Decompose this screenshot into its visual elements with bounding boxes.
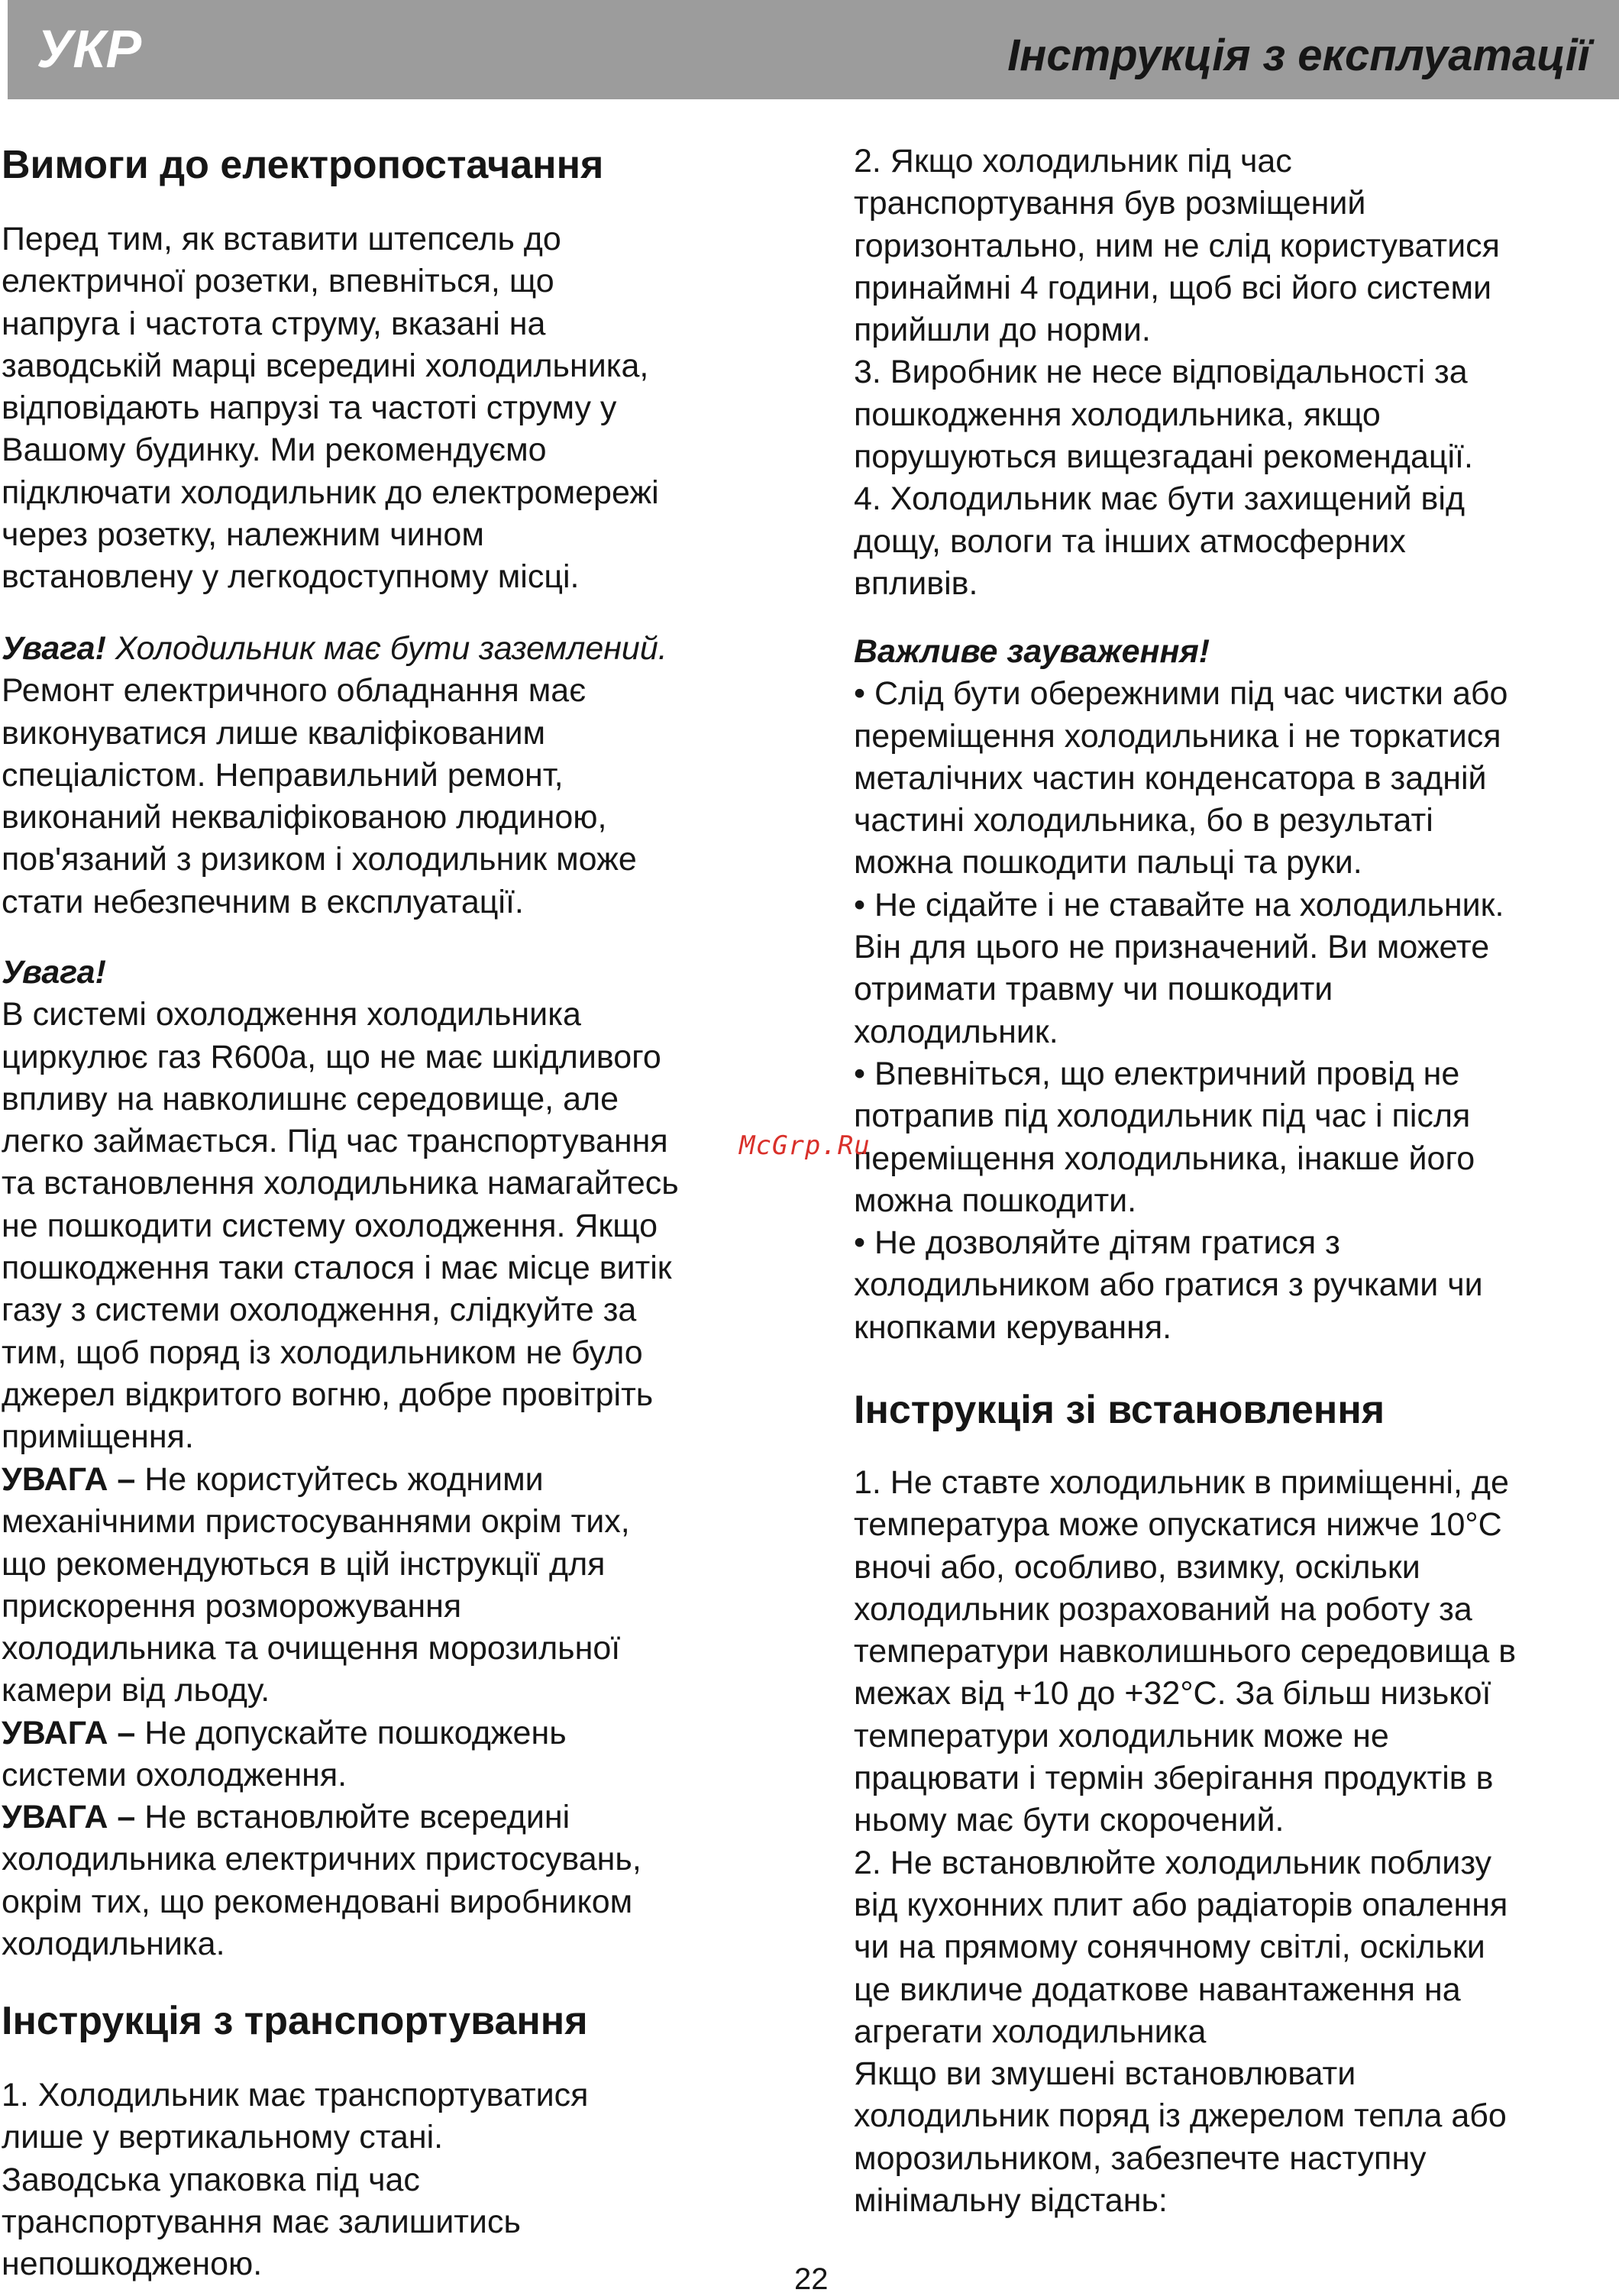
watermark: McGrp.Ru	[739, 1130, 871, 1161]
warning-label: УВАГА –	[2, 1461, 136, 1498]
text-line: газу з системи охолодження, слідкуйте за	[2, 1292, 637, 1329]
text-line: агрегати холодильника	[854, 2013, 1207, 2050]
text-line: працювати і термін зберігання продуктів в	[854, 1760, 1494, 1797]
text-line: температури холодильник може не	[854, 1717, 1389, 1754]
cooling-details	[2, 1754, 567, 1796]
text-line: холодильника та очищення морозильної	[2, 1630, 621, 1667]
text-line: тим, щоб поряд із холодильником не було	[2, 1334, 643, 1371]
important-label: Важливе зауваження!	[854, 633, 1210, 670]
paragraph-defrost-warning	[2, 1459, 630, 1712]
paragraph-transport-continued	[854, 141, 1500, 605]
text-line: прискорення розморожування	[2, 1587, 462, 1625]
text-line: холодильника електричних пристосувань,	[2, 1841, 641, 1878]
warning-label-2: УВАГА –	[2, 1715, 136, 1751]
text-line: отримати травму чи пошкодити	[854, 971, 1333, 1008]
paragraph-cooling-system-warning	[2, 1712, 567, 1797]
text-line: • Впевніться, що електричний провід не	[854, 1055, 1460, 1092]
text-line: Перед тим, як вставити штепсель до	[2, 221, 561, 257]
heading-transport: Інструкція з транспортування	[2, 1999, 588, 2043]
text-line: переміщення холодильника і не торкатися	[854, 717, 1501, 755]
paragraph-grounding-warning	[2, 628, 667, 923]
text-line: холодильник.	[854, 1013, 1058, 1050]
text-line: холодильник поряд із джерелом тепла або	[854, 2097, 1507, 2135]
text-line: межах від +10 до +32°С. За більш низької	[854, 1675, 1491, 1712]
text-line: стати небезпечним в експлуатації.	[2, 883, 524, 920]
text-line: Він для цього не призначений. Ви можете	[854, 929, 1490, 966]
page-header	[8, 0, 1619, 99]
text-line: мінімальну відстань:	[854, 2182, 1168, 2220]
text-line: 3. Виробник не несе відповідальності за	[854, 354, 1468, 391]
text-line: • Не дозволяйте дітям гратися з	[854, 1224, 1340, 1262]
text-line: принаймні 4 години, щоб всі його системи	[854, 269, 1492, 306]
text-line: виконуватися лише кваліфікованим	[2, 714, 546, 752]
attention-label-2: Увага!	[2, 954, 106, 991]
text-line: транспортування був розміщений	[854, 185, 1366, 222]
text-line: частині холодильника, бо в результаті	[854, 802, 1433, 839]
paragraph-power	[2, 218, 659, 599]
text-line: відповідають напрузі та частоті струму у	[2, 390, 617, 427]
text-line: окрім тих, що рекомендовані виробником	[2, 1883, 633, 1920]
text-line: впливів.	[854, 564, 978, 602]
text-line: від кухонних плит або радіаторів опалення	[854, 1886, 1508, 1923]
text-line: та встановлення холодильника намагайтесь	[2, 1165, 679, 1202]
text-line: Заводська упаковка під час	[2, 2161, 420, 2198]
text-line: напруга і частота струму, вказані на	[2, 305, 546, 342]
text-line: кнопками керування.	[854, 1308, 1172, 1346]
language-code: УКР	[37, 19, 142, 79]
text-line: 4. Холодильник має бути захищений від	[854, 480, 1466, 518]
text-line: транспортування має залишитись	[2, 2203, 521, 2240]
document-title: Інструкція з експлуатації	[1007, 31, 1590, 80]
text-line: через розетку, належним чином	[2, 516, 484, 554]
text-line: вночі або, особливо, взимку, оскільки	[854, 1548, 1420, 1586]
defrost-details	[2, 1501, 630, 1712]
heading-power-requirements: Вимоги до електропостачання	[2, 143, 604, 187]
text-line: потрапив під холодильник під час і після	[854, 1098, 1471, 1135]
text-line: можна пошкодити.	[854, 1182, 1137, 1219]
text-line: 2. Не встановлюйте холодильник поблизу	[854, 1844, 1492, 1881]
text-line: • Слід бути обережними під час чистки або	[854, 675, 1508, 713]
attention-label: Увага!	[2, 630, 106, 667]
text-line: камери від льоду.	[2, 1672, 270, 1709]
text-line: встановлену у легкодоступному місці.	[2, 558, 580, 596]
warning-text-3: Не встановлюйте всередині	[135, 1799, 570, 1835]
text-line: заводській марці всередині холодильника,	[2, 347, 649, 384]
warning-text: Не користуйтесь жодними	[135, 1461, 544, 1498]
warning-label-3: УВАГА –	[2, 1799, 136, 1835]
text-line: Вашому будинку. Ми рекомендуємо	[2, 432, 547, 469]
paragraph-refrigerant-warning	[2, 952, 679, 1459]
text-line: холодильником або гратися з ручками чи	[854, 1266, 1483, 1304]
text-line: системи охолодження.	[2, 1757, 347, 1794]
page-number: 22	[794, 2262, 829, 2296]
text-line: прийшли до норми.	[854, 312, 1151, 349]
text-line: підключати холодильник до електромережі	[2, 474, 659, 511]
paragraph-electrical-devices-warning	[2, 1796, 641, 1965]
text-line: лише у вертикальному стані.	[2, 2119, 444, 2156]
text-line: Ремонт електричного обладнання має	[2, 672, 587, 710]
text-line: холодильник розрахований на роботу за	[854, 1590, 1472, 1628]
grounding-details	[2, 670, 667, 923]
text-line: горизонтально, ним не слід користуватися	[854, 227, 1500, 264]
text-line: переміщення холодильника, інакше його	[854, 1140, 1475, 1177]
text-line: 1. Холодильник має транспортуватися	[2, 2077, 589, 2113]
text-line: 1. Не ставте холодильник в приміщенні, де	[854, 1464, 1509, 1501]
paragraph-installation	[854, 1462, 1516, 2222]
text-line: приміщення.	[2, 1418, 194, 1456]
text-line: виконаний некваліфікованою людиною,	[2, 799, 607, 836]
important-details	[854, 673, 1508, 1349]
text-line: можна пошкодити пальці та руки.	[854, 844, 1362, 881]
text-line: механічними пристосуваннями окрім тих,	[2, 1503, 630, 1541]
text-line: Якщо ви змушені встановлювати	[854, 2055, 1356, 2093]
text-line: спеціалістом. Неправильний ремонт,	[2, 756, 564, 794]
text-line: ньому має бути скорочений.	[854, 1802, 1285, 1839]
text-line: непошкодженою.	[2, 2246, 263, 2283]
electrical-details	[2, 1838, 641, 1965]
text-line: джерел відкритого вогню, добре провітріть	[2, 1376, 654, 1413]
warning-text-2: Не допускайте пошкоджень	[135, 1715, 567, 1751]
grounding-text: Холодильник має бути заземлений.	[105, 630, 667, 667]
refrigerant-details	[2, 994, 679, 1458]
text-line: циркулює газ R600a, що не має шкідливого	[2, 1038, 661, 1075]
text-line: не пошкодити систему охолодження. Якщо	[2, 1207, 658, 1244]
text-line: 2. Якщо холодильник під час	[854, 143, 1292, 179]
text-line: пов'язаний з ризиком і холодильник може	[2, 841, 637, 878]
text-line: пошкодження холодильника, якщо	[854, 396, 1381, 433]
text-line: металічних частин конденсатора в задній	[854, 759, 1487, 797]
text-line: пошкодження таки сталося і має місце витік	[2, 1250, 672, 1287]
text-line: впливу на навколишнє середовище, але	[2, 1080, 619, 1117]
text-line: електричної розетки, впевніться, що	[2, 263, 554, 300]
text-line: температура може опускатися нижче 10°C	[854, 1506, 1502, 1544]
text-line: • Не сідайте і не ставайте на холодильник.	[854, 886, 1504, 923]
text-line: морозильником, забезпечте наступну	[854, 2139, 1427, 2177]
paragraph-important-notes	[854, 631, 1508, 1349]
text-line: це викличе додаткове навантаження на	[854, 1971, 1461, 2008]
text-line: легко займається. Під час транспортування	[2, 1123, 668, 1160]
text-line: температури навколишнього середовища в	[854, 1633, 1517, 1670]
text-line: холодильника.	[2, 1925, 225, 1962]
paragraph-transport	[2, 2074, 588, 2285]
heading-installation: Інструкція зі встановлення	[854, 1388, 1385, 1432]
text-line: що рекомендуються в цій інструкції для	[2, 1545, 606, 1583]
text-line: дощу, вологи та інших атмосферних	[854, 522, 1406, 560]
text-line: В системі охолодження холодильника	[2, 996, 581, 1033]
text-line: порушуються вищезгадані рекомендації.	[854, 438, 1473, 476]
text-line: чи на прямому сонячному світлі, оскільки	[854, 1929, 1485, 1966]
